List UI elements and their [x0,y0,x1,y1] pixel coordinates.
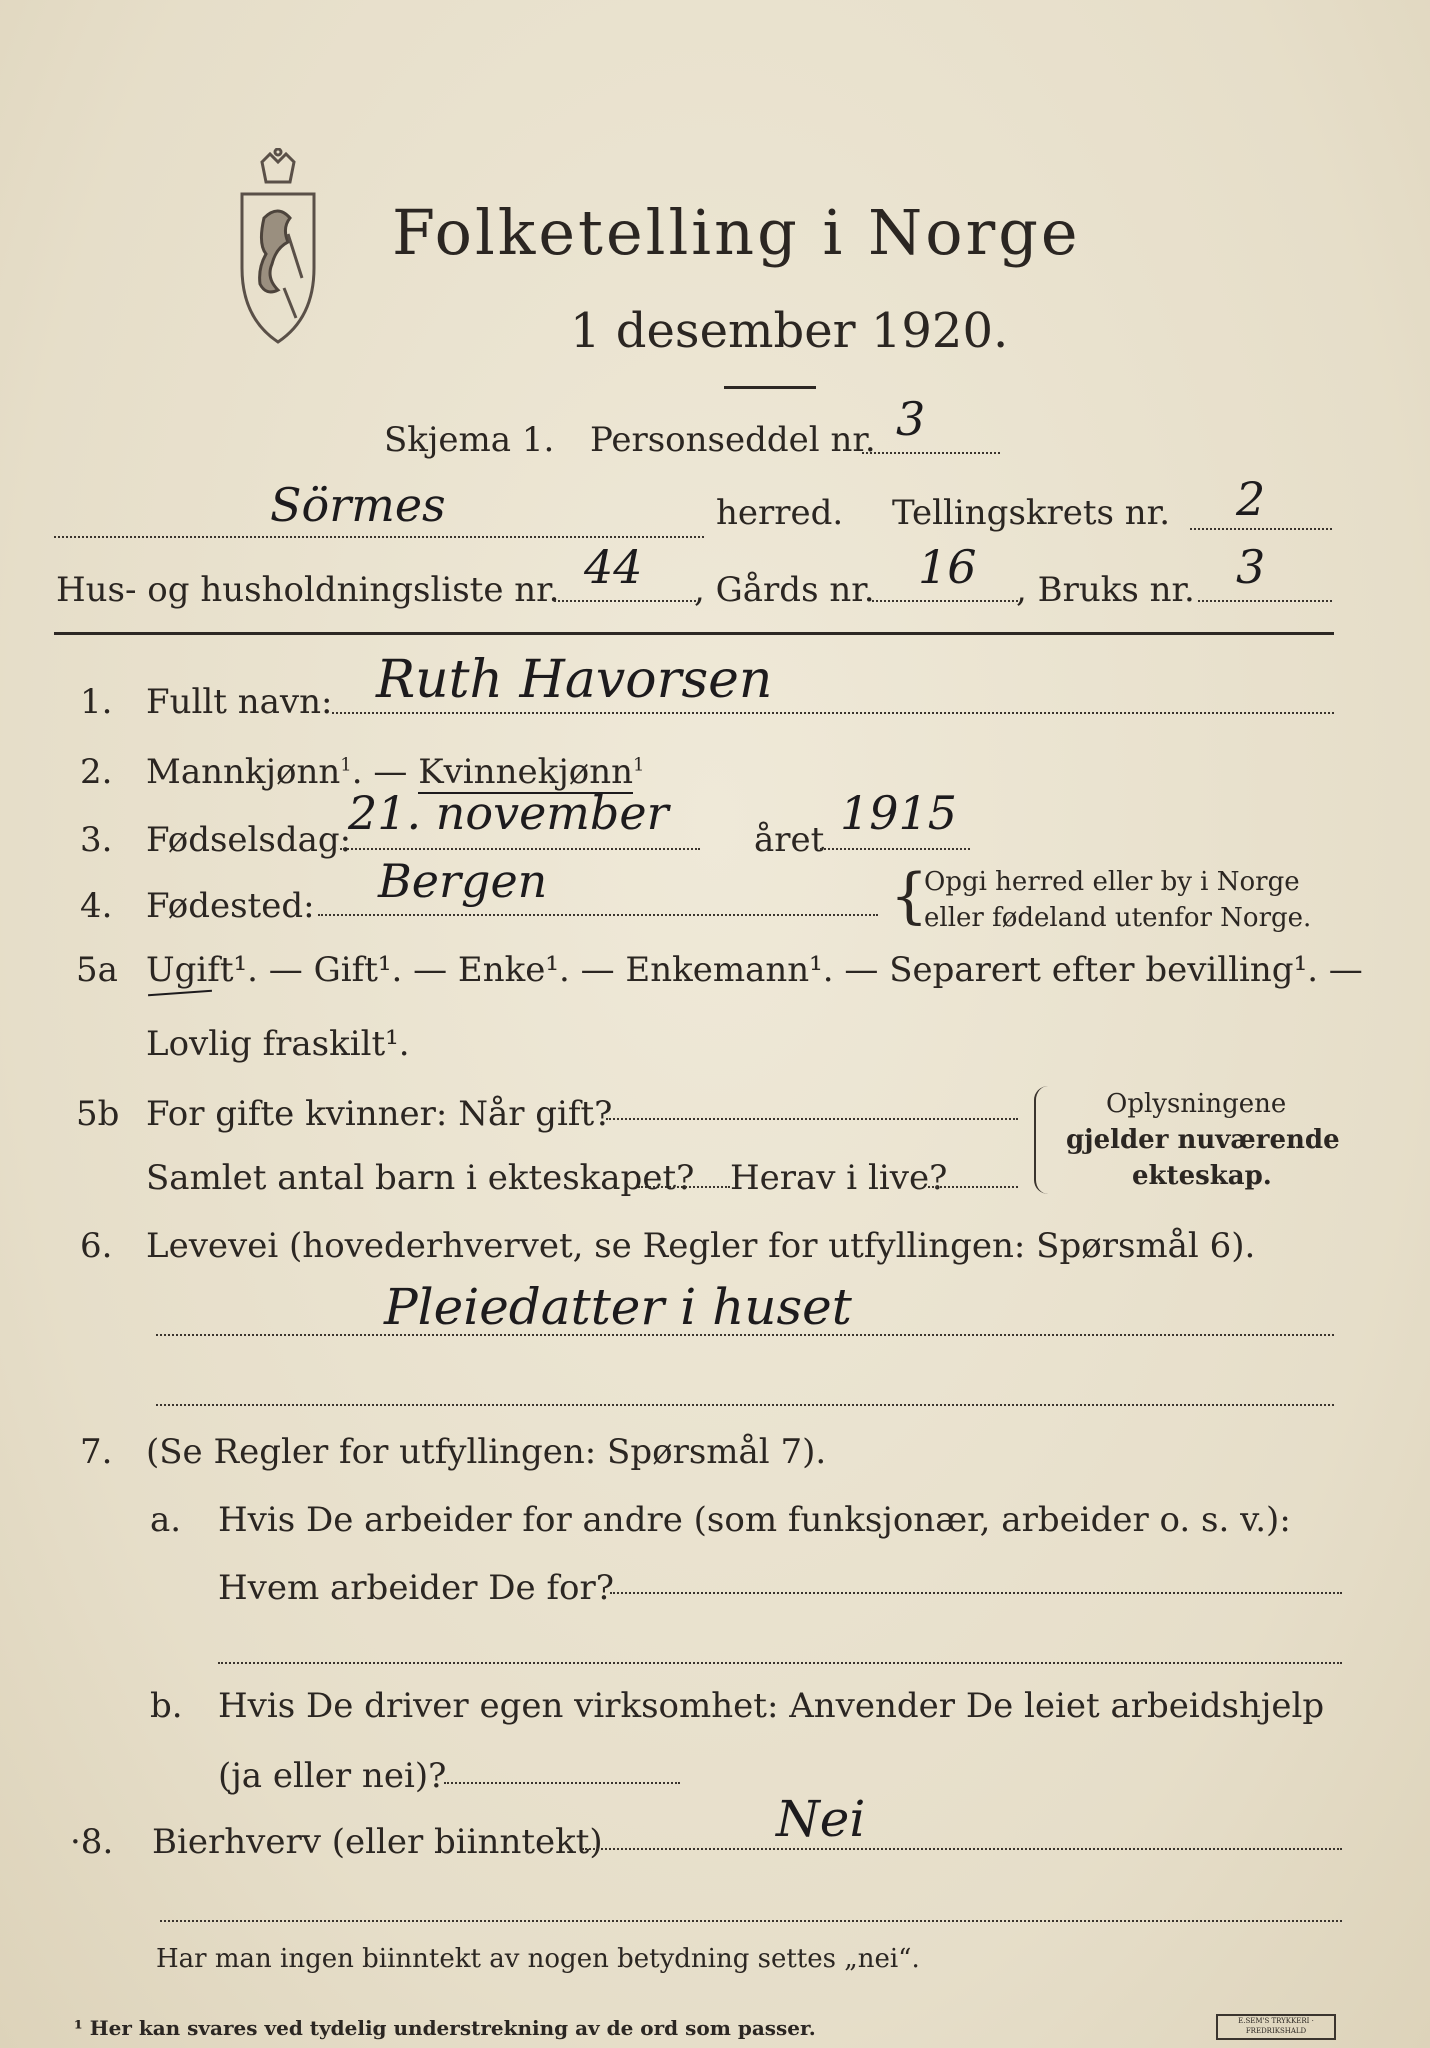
q5b-number: 5b [76,1094,120,1134]
q6-number: 6. [80,1226,113,1266]
herred-label: herred. [716,493,844,533]
q8-label: Bierhverv (eller biinntekt) [152,1822,603,1862]
q4-label: Fødested: [146,886,315,926]
side-income-field[interactable] [582,1848,1342,1850]
q4-note-line1: Opgi herred eller by i Norge [924,867,1300,897]
employer-field[interactable] [610,1592,1342,1594]
q7b-letter: b. [150,1686,183,1726]
hired-help-field[interactable] [444,1782,680,1784]
birthday-value: 21. november [348,786,669,840]
male-option[interactable]: Mannkjønn [146,752,341,792]
full-name-value: Ruth Havorsen [376,650,773,710]
year-label: året [754,820,825,860]
gards-field[interactable] [872,600,1022,602]
q4-note-line2: eller fødeland utenfor Norge. [924,903,1312,933]
footnote: ¹ Her kan svares ved tydelig understrekning av de ord som passer. [74,2016,816,2040]
herred-value: Sörmes [270,478,446,532]
birthday-field[interactable] [340,848,700,850]
q5a-number: 5a [76,950,118,990]
personseddel-label: Personseddel nr. [590,420,876,460]
option-separator: . — [351,752,408,792]
q5b-note-line1: Oplysningene [1106,1089,1287,1119]
full-name-field[interactable] [332,712,1334,714]
birth-year-field[interactable] [820,848,970,850]
q3-number: 3. [80,820,113,860]
census-date: 1 desember 1920. [570,303,1009,359]
occupation-field-line1[interactable] [156,1334,1334,1336]
employer-field-line2[interactable] [218,1662,1342,1664]
female-sup: 1 [633,754,645,776]
tellingskrets-label: Tellingskrets nr. [892,493,1171,533]
q5b-bracket [1034,1086,1050,1194]
liste-value: 44 [584,540,643,594]
gards-label: , Gårds nr. [694,570,875,610]
side-income-value: Nei [776,1790,866,1848]
tellingskrets-field[interactable] [1190,528,1332,530]
q2-number: 2. [80,752,113,792]
form-title: Folketelling i Norge [392,196,1081,269]
q5b-when-married-label: For gifte kvinner: Når gift? [146,1094,613,1134]
herred-field[interactable] [54,536,704,538]
tellingskrets-value: 2 [1236,472,1266,526]
q4-number: 4. [80,886,113,926]
printer-stamp: E.SEM'S TRYKKERI · FREDRIKSHALD [1216,2014,1336,2040]
side-income-field-line2[interactable] [160,1920,1342,1922]
q1-number: 1. [80,682,113,722]
footer-note: Har man ingen biinntekt av nogen betydning settes „nei“. [156,1944,920,1974]
q7a-line2: Hvem arbeider De for? [218,1568,614,1608]
q4-brace: { [890,861,929,931]
q6-label: Levevei (hovederhvervet, se Regler for utfyllingen: Spørsmål 6). [146,1226,1256,1266]
liste-label: Hus- og husholdningsliste nr. [56,570,560,610]
q5b-note-line2: gjelder nuværende [1066,1125,1340,1155]
male-sup: 1 [340,754,352,776]
title-divider [724,386,816,389]
q3-label: Fødselsdag: [146,820,352,860]
bruks-value: 3 [1236,540,1266,594]
q5b-note-line3: ekteskap. [1132,1161,1272,1191]
q7a-letter: a. [150,1500,182,1540]
header-rule [54,632,1334,635]
children-count-field[interactable] [638,1186,730,1188]
ugift-underline [148,990,212,996]
q5a-options-line2[interactable]: Lovlig fraskilt¹. [146,1024,410,1064]
q7b-line2: (ja eller nei)? [218,1756,447,1796]
when-married-field[interactable] [606,1118,1018,1120]
q1-label: Fullt navn: [146,682,333,722]
children-alive-field[interactable] [928,1186,1018,1188]
norway-coat-of-arms-icon [222,148,334,348]
personseddel-value: 3 [896,392,926,446]
q7-label: (Se Regler for utfyllingen: Spørsmål 7). [146,1432,827,1472]
occupation-value: Pleiedatter i huset [384,1278,852,1336]
schema-label: Skjema 1. [384,420,555,460]
q7-number: 7. [80,1432,113,1472]
birthplace-value: Bergen [378,854,548,908]
q7b-line1: Hvis De driver egen virksomhet: Anvender De leiet arbeidshjelp [218,1686,1325,1726]
liste-field[interactable] [554,600,696,602]
q8-number: ·8. [70,1822,114,1862]
personseddel-field[interactable] [862,452,1000,454]
q7a-line1: Hvis De arbeider for andre (som funksjonær, arbeider o. s. v.): [218,1500,1291,1540]
q5b-children-label: Samlet antal barn i ekteskapet? [146,1158,695,1198]
female-option[interactable]: Kvinnekjønn [418,752,633,792]
gards-value: 16 [918,540,977,594]
bruks-label: , Bruks nr. [1016,570,1195,610]
birthplace-field[interactable] [318,914,878,916]
q5b-alive-label: Herav i live? [730,1158,948,1198]
occupation-field-line2[interactable] [156,1404,1334,1406]
bruks-field[interactable] [1198,600,1332,602]
q5a-options[interactable]: Ugift¹. — Gift¹. — Enke¹. — Enkemann¹. — Separert efter bevilling¹. — [146,950,1363,990]
birth-year-value: 1915 [840,786,958,840]
